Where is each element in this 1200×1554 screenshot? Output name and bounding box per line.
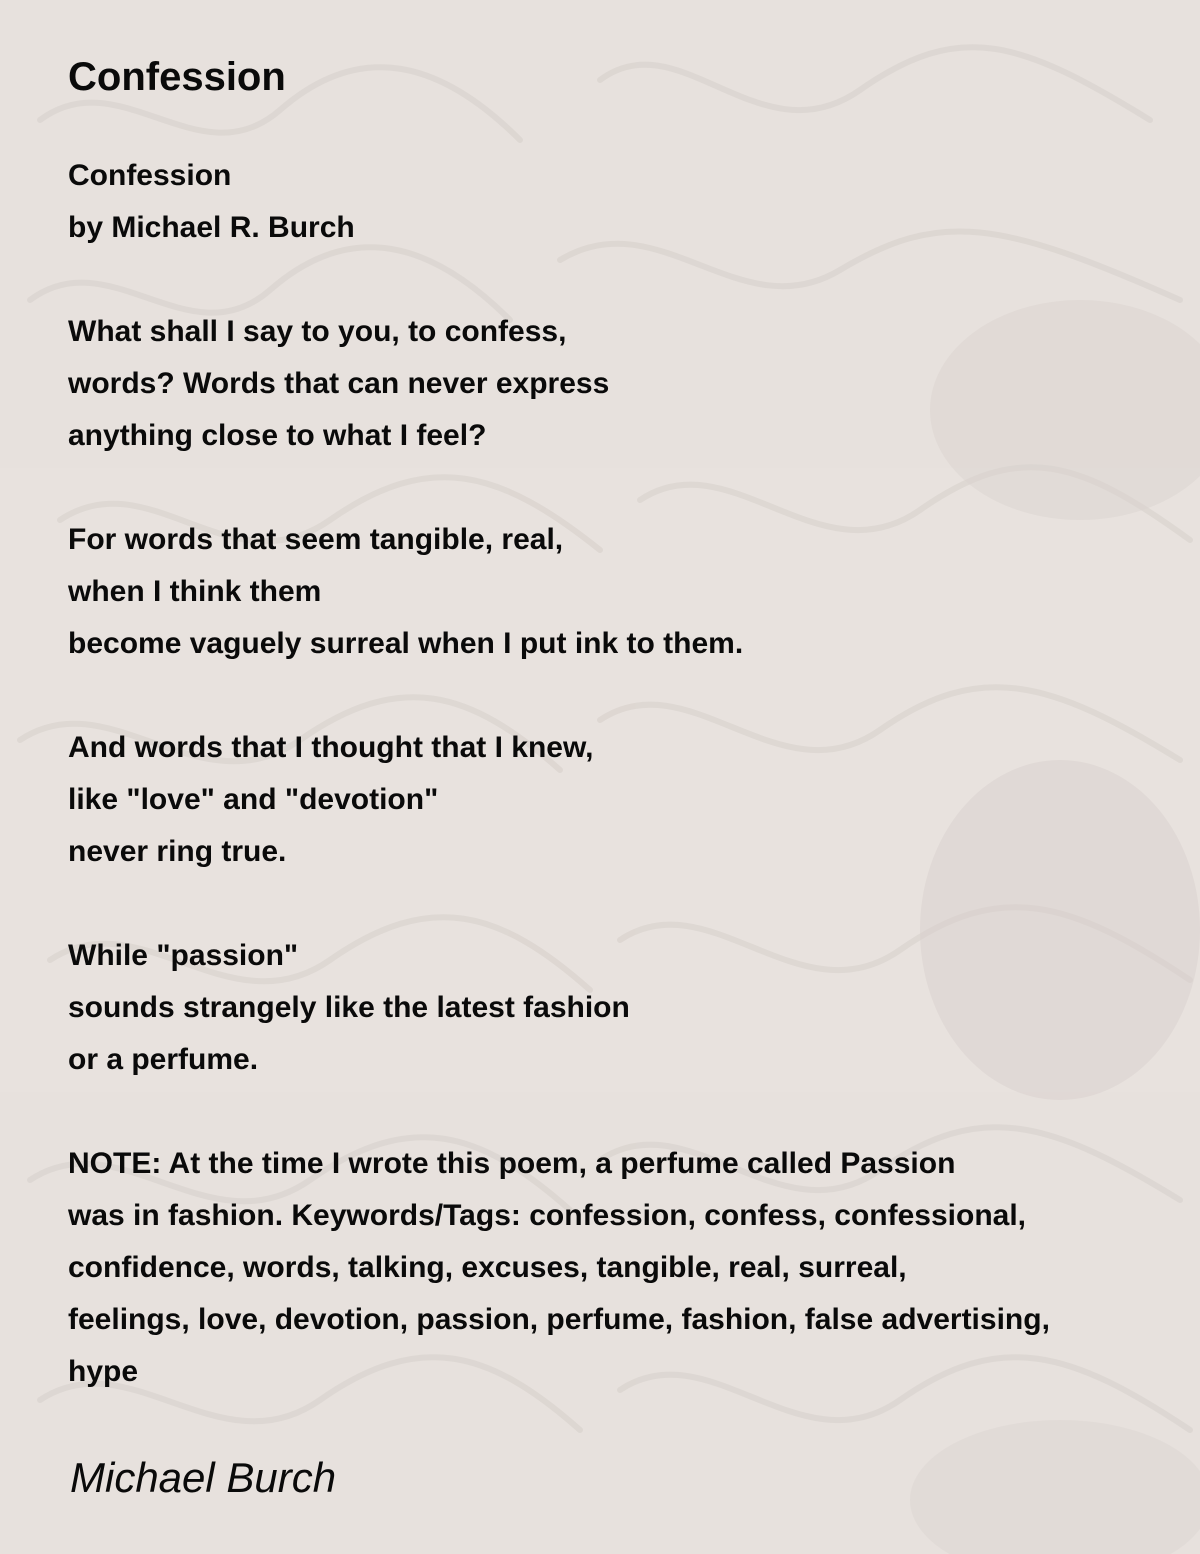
note-line: hype <box>68 1355 139 1388</box>
poem-line: What shall I say to you, to confess, <box>68 315 567 348</box>
stanza-3 <box>68 722 1168 878</box>
page-title: Confession <box>68 55 286 99</box>
poem-line: or a perfume. <box>68 1043 259 1076</box>
poem-line: sounds strangely like the latest fashion <box>68 991 630 1024</box>
note-line: was in fashion. Keywords/Tags: confession, confess, confessional, <box>68 1199 1027 1232</box>
stanza-4 <box>68 930 1168 1086</box>
stanza-2 <box>68 514 1168 670</box>
poem-body <box>68 150 1168 1398</box>
poem-line: words? Words that can never express <box>68 367 610 400</box>
poem-line: never ring true. <box>68 835 287 868</box>
poem-line: anything close to what I feel? <box>68 419 487 452</box>
poem-line: become vaguely surreal when I put ink to them. <box>68 627 744 660</box>
poem-line: And words that I thought that I knew, <box>68 731 594 764</box>
author-note <box>68 1138 1168 1398</box>
poem-line: For words that seem tangible, real, <box>68 523 564 556</box>
note-line: feelings, love, devotion, passion, perfume, fashion, false advertising, <box>68 1303 1050 1336</box>
author-signature: Michael Burch <box>70 1454 337 1501</box>
poem-line: when I think them <box>68 575 322 608</box>
note-line: confidence, words, talking, excuses, tangible, real, surreal, <box>68 1251 907 1284</box>
poem-title-line: Confession <box>68 159 232 192</box>
poem-line: like "love" and "devotion" <box>68 783 439 816</box>
note-line: NOTE: At the time I wrote this poem, a perfume called Passion <box>68 1147 956 1180</box>
byline: by Michael R. Burch <box>68 211 355 244</box>
stanza-1 <box>68 306 1168 462</box>
poem-line: While "passion" <box>68 939 299 972</box>
